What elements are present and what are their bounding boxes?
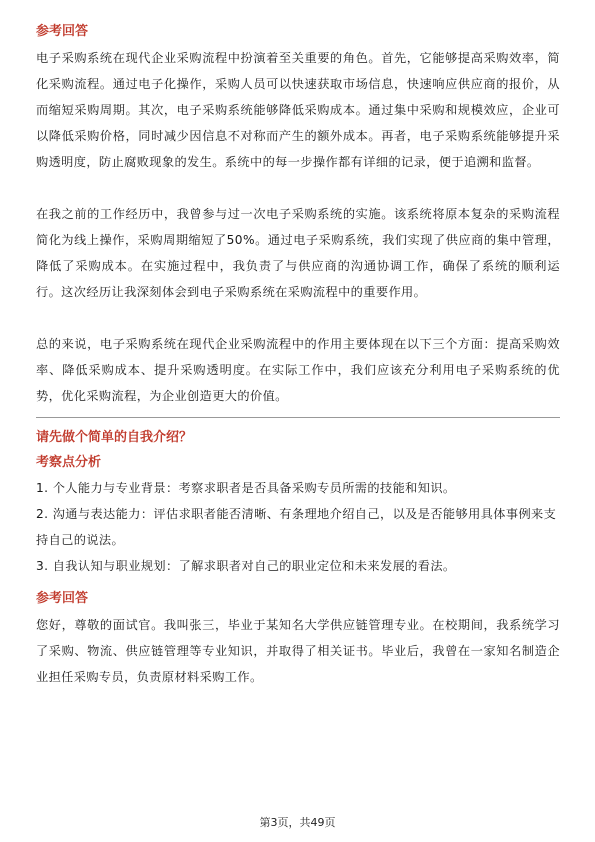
answer-paragraph-3: 总的来说，电子采购系统在现代企业采购流程中的作用主要体现在以下三个方面：提高采购效率、降低采购成本、提升采购透明度。在实际工作中，我们应该充分利用电子采购系统的优势，优化采购流程，为企业创造更大的价值。 [36,337,560,403]
reference-answer-label: 参考回答 [36,24,89,39]
self-intro-answer: 您好，尊敬的面试官。我叫张三，毕业于某知名大学供应链管理专业。在校期间，我系统学习了采购、物流、供应链管理等专业知识，并取得了相关证书。毕业后，我曾在一家知名制造企业担任采购专员，负责原材料采购工作。 [36,618,560,684]
section-divider [36,417,560,418]
analysis-item-1: 1. 个人能力与专业背景：考察求职者是否具备采购专员所需的技能和知识。 [36,481,456,495]
page-number: 第3页，共49页 [259,816,336,829]
answer-paragraph-2: 在我之前的工作经历中，我曾参与过一次电子采购系统的实施。该系统将原本复杂的采购流程简化为线上操作，采购周期缩短了50%。通过电子采购系统，我们实现了供应商的集中管理，降低了采购成本。在实施过程中，我负责了与供应商的沟通协调工作，确保了系统的顺利运行。这次经历让我深刻体会到电子采购系统在采购流程中的重要作用。 [36,207,560,299]
analysis-item-3: 3. 自我认知与职业规划：了解求职者对自己的职业定位和未来发展的看法。 [36,559,456,573]
reference-answer-label-2: 参考回答 [36,591,89,606]
question-title: 请先做个简单的自我介绍？ [36,430,193,445]
analysis-item-2: 2. 沟通与表达能力：评估求职者能否清晰、有条理地介绍自己，以及是否能够用具体事例来支持自己的说法。 [36,507,557,547]
document-page [36,22,560,690]
answer-paragraph-1: 电子采购系统在现代企业采购流程中扮演着至关重要的角色。首先，它能够提高采购效率，简化采购流程。通过电子化操作，采购人员可以快速获取市场信息，快速响应供应商的报价，从而缩短采购周期。其次，电子采购系统能够降低采购成本。通过集中采购和规模效应，企业可以降低采购价格，同时减少因信息不对称而产生的额外成本。再者，电子采购系统能够提升采购透明度，防止腐败现象的发生。系统中的每一步操作都有详细的记录，便于追溯和监督。 [36,51,560,169]
analysis-label: 考察点分析 [36,455,102,470]
